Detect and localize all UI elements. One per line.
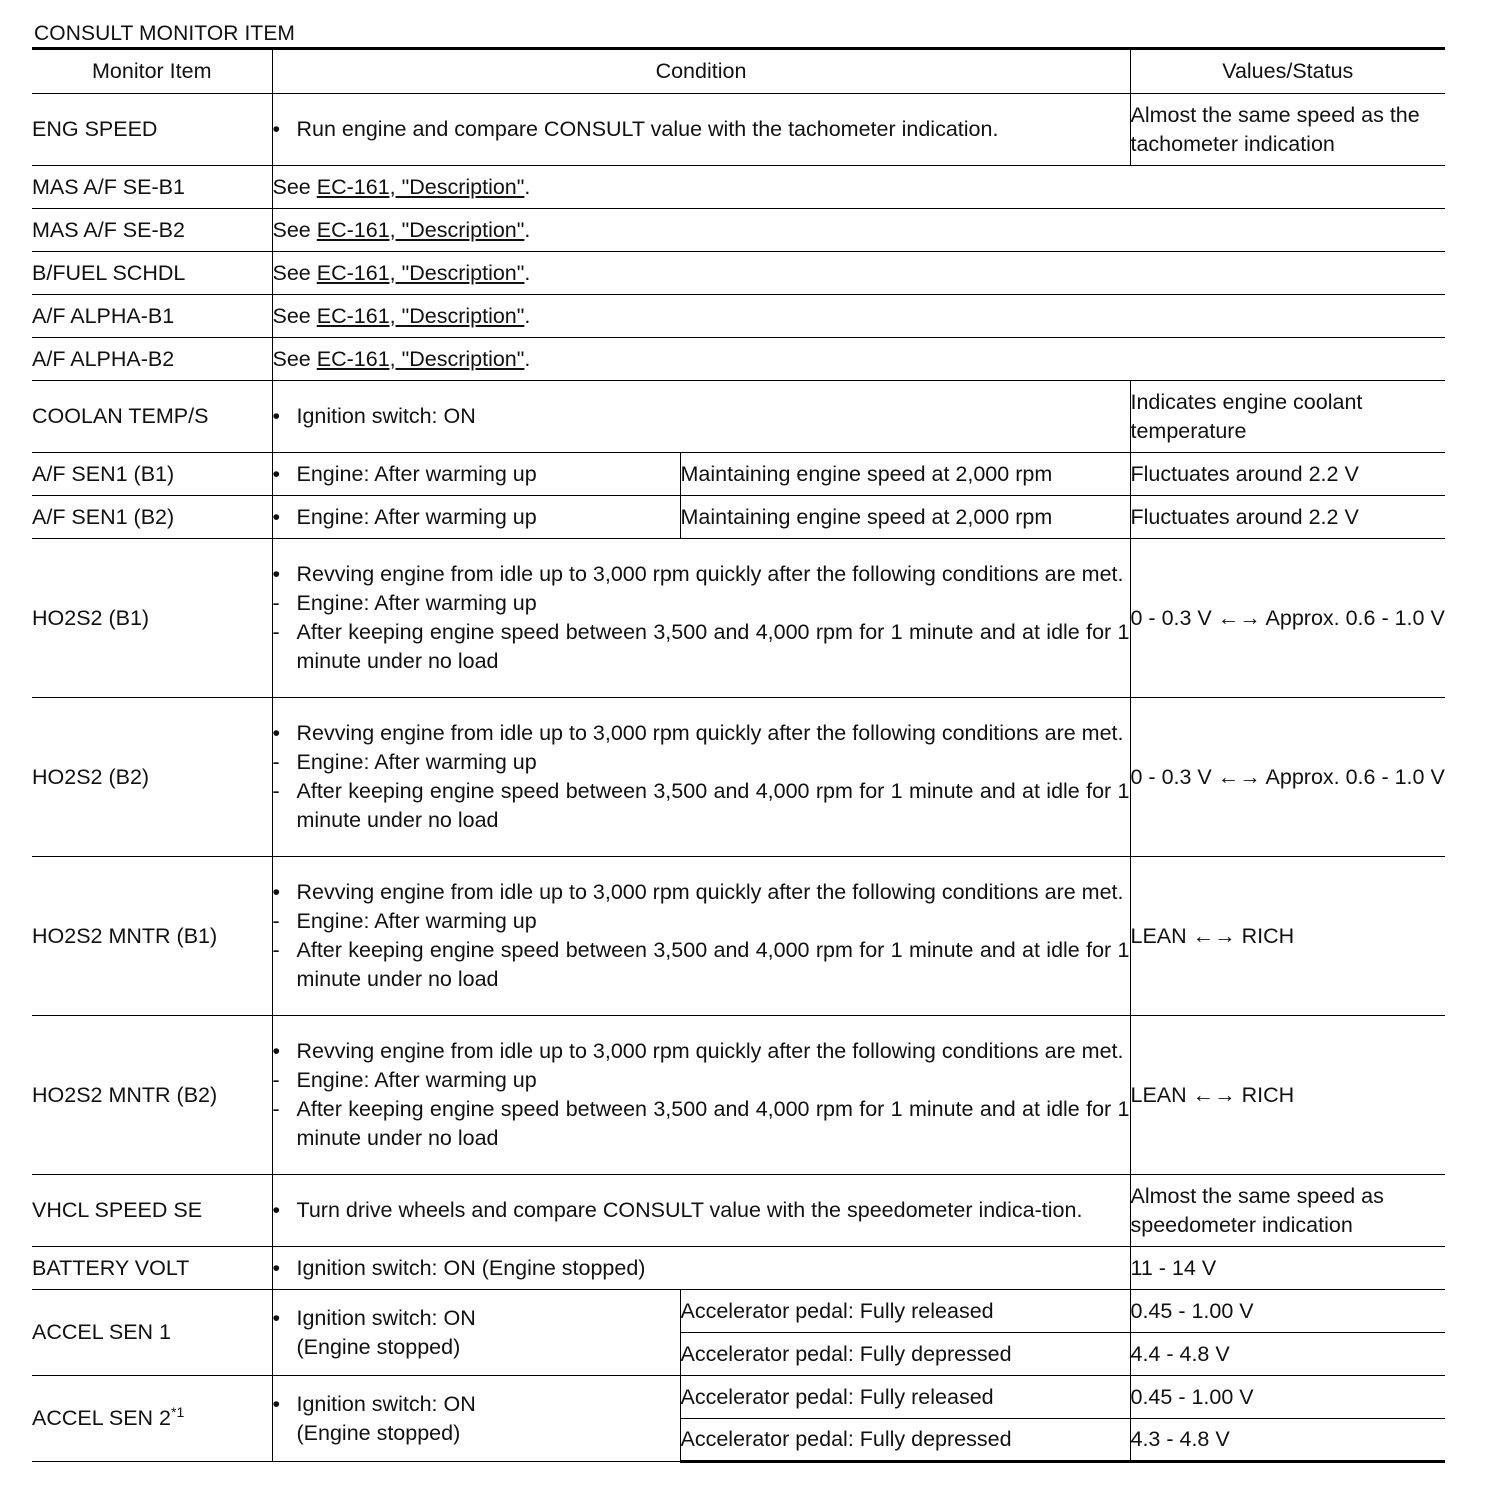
condition-text: After keeping engine speed between 3,500 and 4,000 rpm for 1 minute and at idle for 1 minute under no load [296, 620, 1130, 673]
sub-condition: Maintaining engine speed at 2,000 rpm [680, 453, 1130, 496]
condition-cell [272, 1175, 1130, 1247]
sub-condition: Accelerator pedal: Fully released [680, 1290, 1130, 1333]
table-row [32, 1016, 1445, 1175]
footnote-mark: *1 [171, 1404, 185, 1420]
condition-text: Ignition switch: ON [296, 1305, 476, 1330]
condition-text: Ignition switch: ON [296, 1391, 476, 1416]
bullet-mark: • [272, 117, 281, 141]
reference-cell [272, 209, 1445, 252]
monitor-item: MAS A/F SE-B1 [32, 166, 272, 209]
reference-cell [272, 338, 1445, 381]
sub-condition: Accelerator pedal: Fully released [680, 1376, 1130, 1419]
value-status: Fluctuates around 2.2 V [1130, 496, 1445, 539]
period: . [524, 217, 531, 242]
condition-text: Engine: After warming up [296, 461, 537, 486]
period: . [524, 174, 531, 199]
monitor-item-cell [32, 1376, 272, 1462]
monitor-item: COOLAN TEMP/S [32, 381, 272, 453]
value-status: Almost the same speed as speedometer indication [1130, 1175, 1445, 1247]
monitor-item: HO2S2 MNTR (B2) [32, 1016, 272, 1175]
table-row [32, 338, 1445, 381]
see-text: See [272, 217, 311, 242]
header-condition: Condition [272, 49, 1130, 94]
monitor-item: A/F ALPHA-B2 [32, 338, 272, 381]
sub-condition: Maintaining engine speed at 2,000 rpm [680, 496, 1130, 539]
condition-text: Run engine and compare CONSULT value with the tachometer indication. [296, 117, 999, 141]
value-status: 0.45 - 1.00 V [1130, 1290, 1445, 1333]
table-row [32, 1247, 1445, 1290]
table-row [32, 252, 1445, 295]
condition-text: Engine: After warming up [296, 750, 537, 774]
condition-text: Revving engine from idle up to 3,000 rpm quickly after the following conditions are met. [296, 1039, 1124, 1063]
dash-mark: - [272, 938, 280, 962]
condition-text: Revving engine from idle up to 3,000 rpm quickly after the following conditions are met. [296, 880, 1124, 904]
see-text: See [272, 174, 311, 199]
condition-cell [272, 453, 680, 496]
dash-mark: - [272, 779, 280, 803]
value-status: LEAN ←→ RICH [1130, 857, 1445, 1016]
dash-mark: - [272, 750, 280, 774]
condition-text: After keeping engine speed between 3,500 and 4,000 rpm for 1 minute and at idle for 1 minute under no load [296, 938, 1130, 991]
condition-text: After keeping engine speed between 3,500 and 4,000 rpm for 1 minute and at idle for 1 minute under no load [296, 1097, 1130, 1150]
condition-text: Engine: After warming up [296, 504, 537, 529]
dash-mark: - [272, 1068, 280, 1092]
monitor-item: HO2S2 (B1) [32, 539, 272, 698]
condition-text: Engine: After warming up [296, 591, 537, 615]
table-row [32, 496, 1445, 539]
table-row [32, 166, 1445, 209]
condition-cell [272, 496, 680, 539]
reference-cell [272, 166, 1445, 209]
see-text: See [272, 346, 311, 371]
dash-mark: - [272, 909, 280, 933]
monitor-item: B/FUEL SCHDL [32, 252, 272, 295]
condition-text: Revving engine from idle up to 3,000 rpm quickly after the following conditions are met. [296, 562, 1124, 586]
monitor-item: ACCEL SEN 1 [32, 1290, 272, 1376]
monitor-item: A/F SEN1 (B1) [32, 453, 272, 496]
monitor-item: A/F ALPHA-B1 [32, 295, 272, 338]
monitor-item: MAS A/F SE-B2 [32, 209, 272, 252]
condition-cell [272, 381, 1130, 453]
value-status: Almost the same speed as the tachometer indication [1130, 94, 1445, 166]
reference-link[interactable]: EC-161, "Description" [316, 346, 525, 371]
reference-link[interactable]: EC-161, "Description" [316, 217, 525, 242]
reference-link[interactable]: EC-161, "Description" [316, 303, 525, 328]
table-row [32, 539, 1445, 698]
reference-cell [272, 252, 1445, 295]
condition-text: Revving engine from idle up to 3,000 rpm quickly after the following conditions are met. [296, 721, 1124, 745]
value-status: LEAN ←→ RICH [1130, 1016, 1445, 1175]
sub-condition: Accelerator pedal: Fully depressed [680, 1333, 1130, 1376]
monitor-item: BATTERY VOLT [32, 1247, 272, 1290]
condition-text: Engine: After warming up [296, 1068, 537, 1092]
table-row [32, 381, 1445, 453]
sub-condition: Accelerator pedal: Fully depressed [680, 1419, 1130, 1462]
table-row [32, 857, 1445, 1016]
see-text: See [272, 303, 311, 328]
period: . [524, 346, 531, 371]
condition-cell [272, 1016, 1130, 1175]
period: . [524, 303, 531, 328]
table-row [32, 453, 1445, 496]
condition-cell [272, 1247, 1130, 1290]
header-values-status: Values/Status [1130, 49, 1445, 94]
condition-cell [272, 539, 1130, 698]
value-status: 4.4 - 4.8 V [1130, 1333, 1445, 1376]
table-row [32, 1376, 1445, 1419]
bullet-mark: • [272, 721, 281, 745]
monitor-item: HO2S2 (B2) [32, 698, 272, 857]
value-status: 0 - 0.3 V ←→ Approx. 0.6 - 1.0 V [1130, 539, 1445, 698]
value-status: Fluctuates around 2.2 V [1130, 453, 1445, 496]
condition-text: Engine: After warming up [296, 909, 537, 933]
value-status: 0 - 0.3 V ←→ Approx. 0.6 - 1.0 V [1130, 698, 1445, 857]
bullet-mark: • [272, 562, 281, 586]
table-row [32, 1175, 1445, 1247]
document-title: CONSULT MONITOR ITEM [34, 22, 296, 45]
bullet-mark: • [272, 880, 281, 904]
table-row [32, 1290, 1445, 1333]
period: . [524, 260, 531, 285]
reference-cell [272, 295, 1445, 338]
see-text: See [272, 260, 311, 285]
condition-cell [272, 1376, 680, 1462]
condition-text: Ignition switch: ON (Engine stopped) [296, 1255, 646, 1280]
reference-link[interactable]: EC-161, "Description" [316, 260, 525, 285]
value-status: 4.3 - 4.8 V [1130, 1419, 1445, 1462]
condition-cell [272, 857, 1130, 1016]
condition-text: Turn drive wheels and compare CONSULT value with the speedometer indica-tion. [296, 1198, 1083, 1222]
bullet-mark: • [272, 1198, 281, 1222]
condition-text: (Engine stopped) [296, 1420, 461, 1445]
table-row [32, 209, 1445, 252]
table-row [32, 94, 1445, 166]
bullet-mark: • [272, 1305, 281, 1330]
table-row [32, 698, 1445, 857]
condition-text: (Engine stopped) [296, 1334, 461, 1359]
dash-mark: - [272, 620, 280, 644]
bullet-mark: • [272, 1391, 281, 1416]
bullet-mark: • [272, 1039, 281, 1063]
condition-cell [272, 1290, 680, 1376]
monitor-item: VHCL SPEED SE [32, 1175, 272, 1247]
monitor-item: ACCEL SEN 2 [32, 1406, 172, 1430]
bullet-mark: • [272, 1255, 281, 1280]
condition-text: After keeping engine speed between 3,500 and 4,000 rpm for 1 minute and at idle for 1 minute under no load [296, 779, 1130, 832]
dash-mark: - [272, 591, 280, 615]
monitor-item: A/F SEN1 (B2) [32, 496, 272, 539]
reference-link[interactable]: EC-161, "Description" [316, 174, 525, 199]
monitor-item: HO2S2 MNTR (B1) [32, 857, 272, 1016]
bullet-mark: • [272, 461, 281, 486]
value-status: 0.45 - 1.00 V [1130, 1376, 1445, 1419]
condition-text: Ignition switch: ON [296, 404, 476, 428]
value-status: Indicates engine coolant temperature [1130, 381, 1445, 453]
value-status: 11 - 14 V [1130, 1247, 1445, 1290]
header-row [32, 49, 1445, 94]
condition-cell [272, 698, 1130, 857]
table-row [32, 295, 1445, 338]
consult-monitor-table [32, 47, 1445, 1463]
header-monitor-item: Monitor Item [32, 49, 272, 94]
monitor-item: ENG SPEED [32, 94, 272, 166]
bullet-mark: • [272, 404, 281, 428]
bullet-mark: • [272, 504, 281, 529]
condition-cell [272, 94, 1130, 166]
dash-mark: - [272, 1097, 280, 1121]
